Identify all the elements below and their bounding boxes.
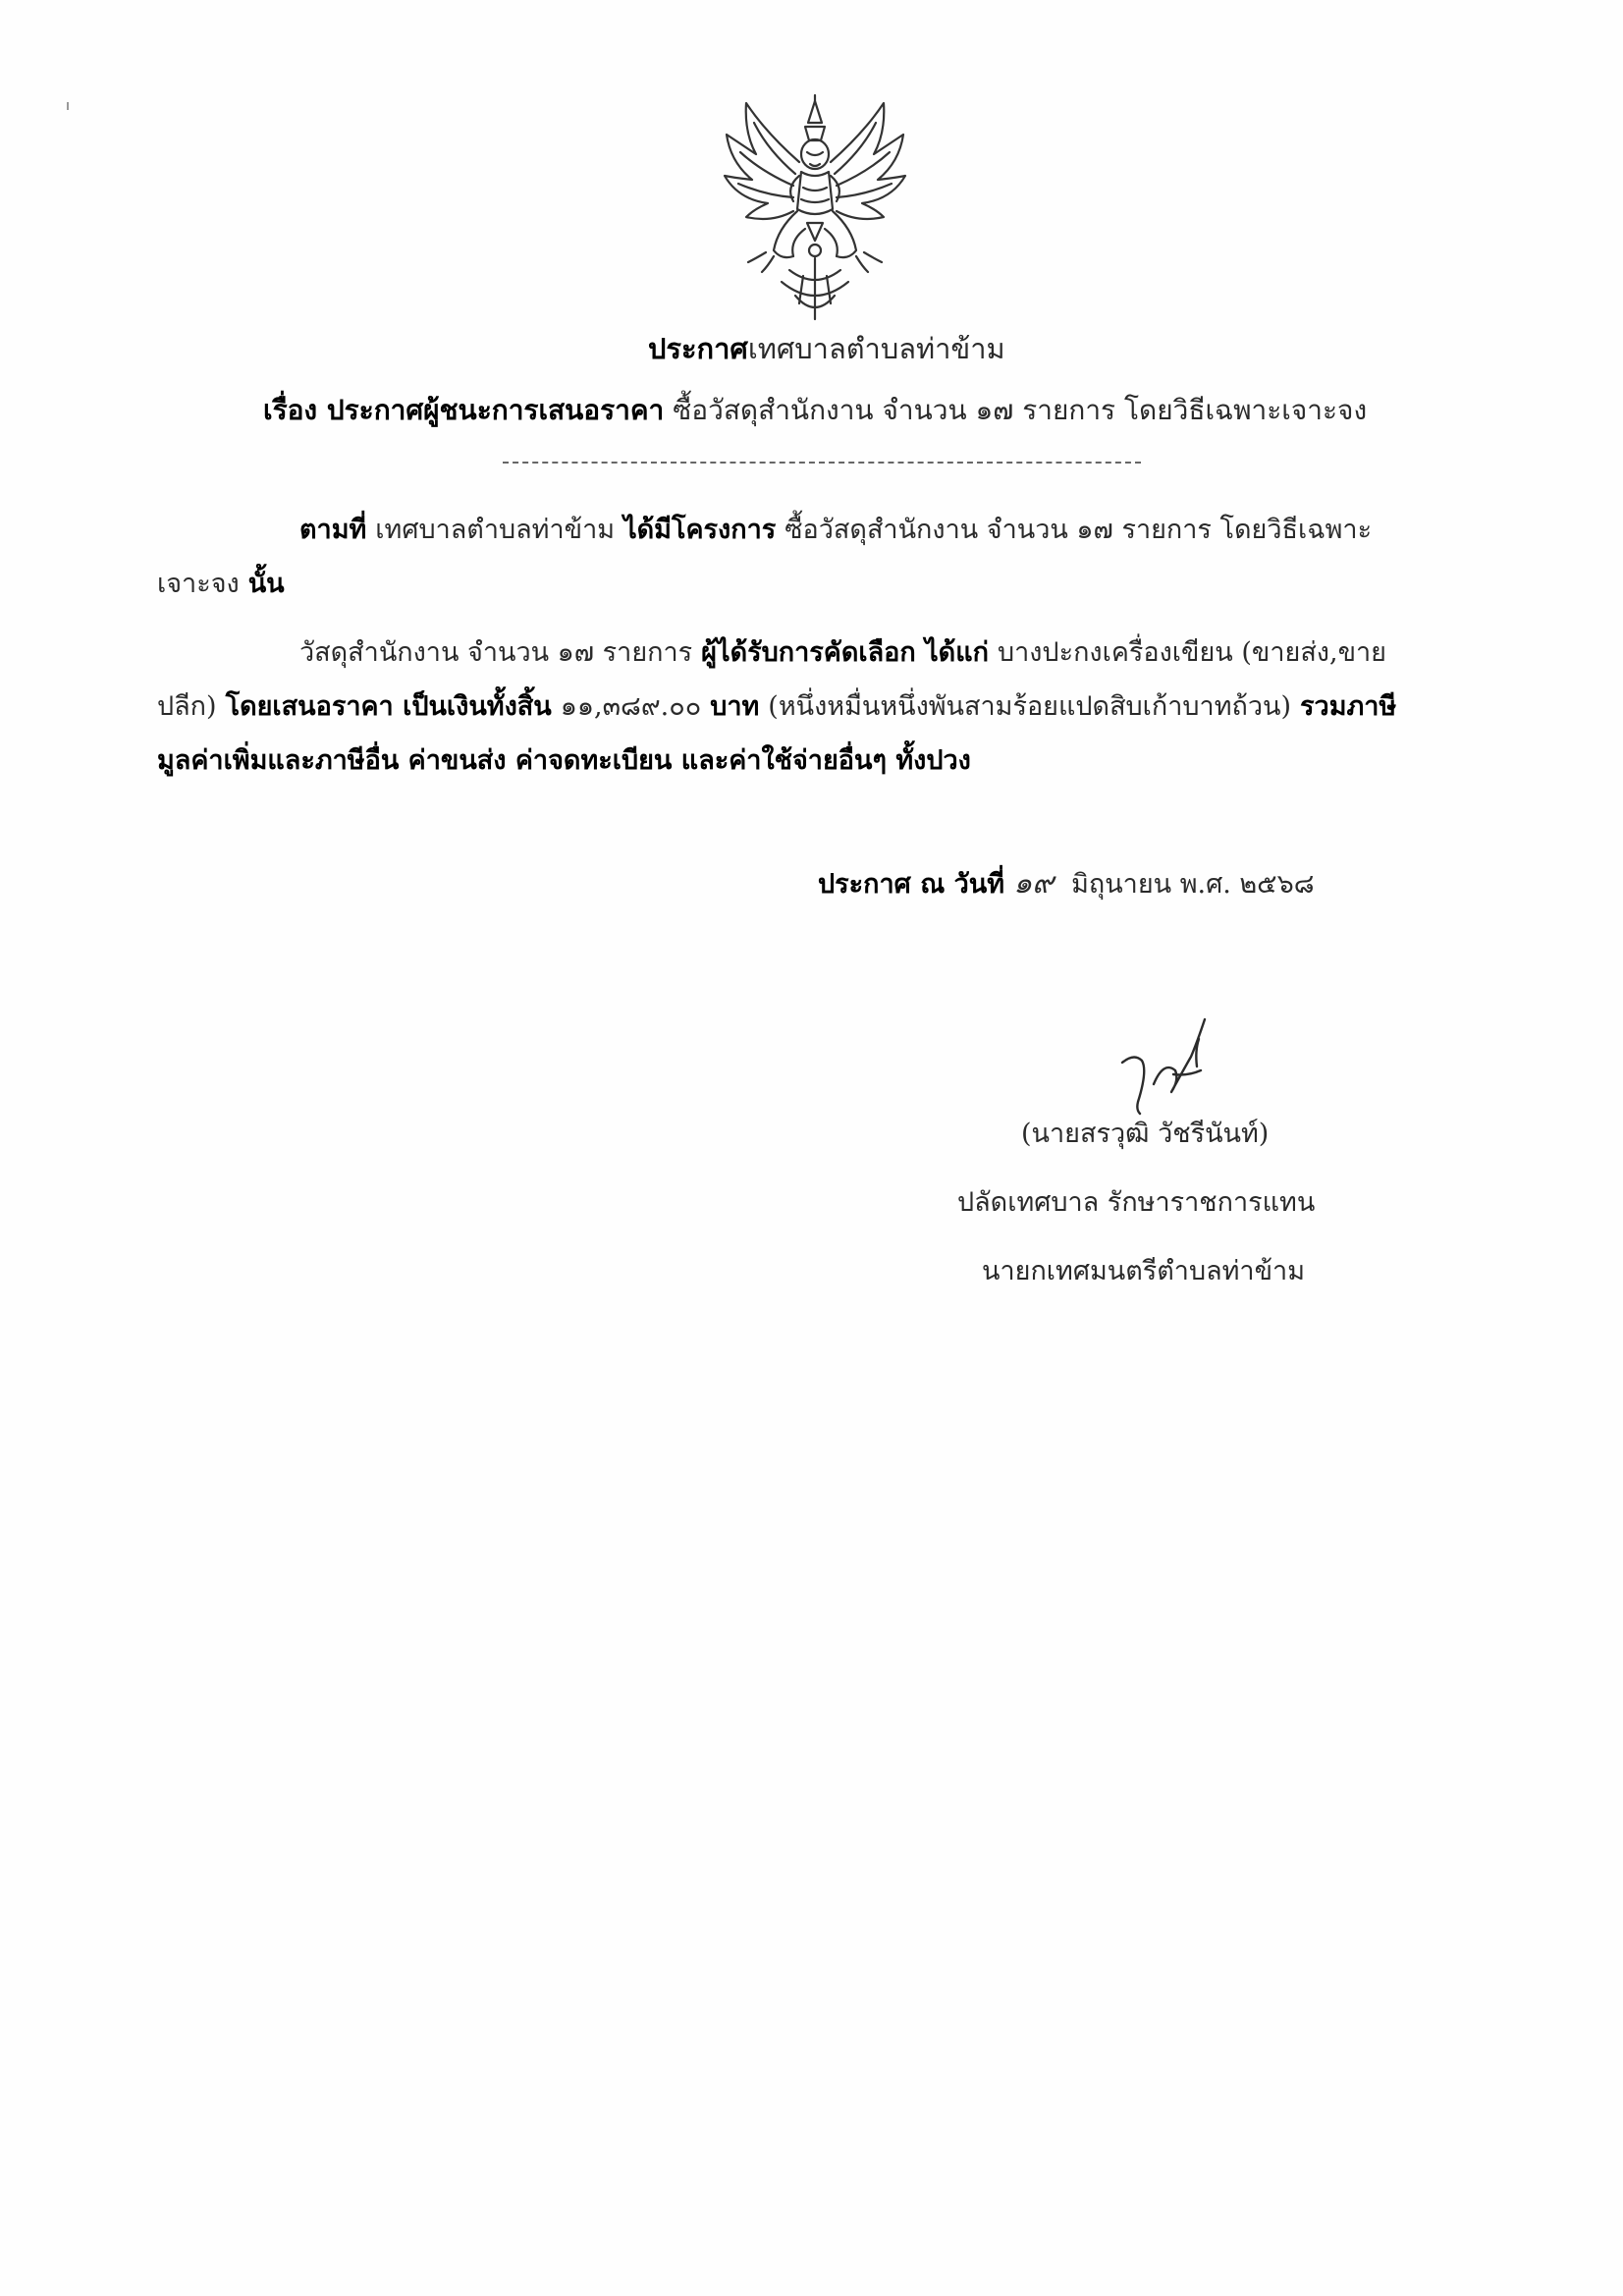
p2-label-offer: โดยเสนอราคา เป็นเงินทั้งสิ้น <box>225 691 552 722</box>
paragraph-2-line-1 <box>299 633 1386 673</box>
announcement-date <box>818 864 1315 904</box>
p2-label-selected: ผู้ได้รับการคัดเลือก ได้แก่ <box>701 637 989 668</box>
p1-that: นั้น <box>247 569 285 599</box>
p2-including-tax: รวมภาษี <box>1300 691 1397 722</box>
scan-speck <box>67 102 69 110</box>
garuda-emblem <box>717 93 913 324</box>
p1-label-project: ได้มีโครงการ <box>623 515 777 545</box>
p1-project-cont: เจาะจง <box>157 569 240 599</box>
signer-name-text: (นายสรวุฒิ วัชรีนันท์) <box>1021 1119 1270 1149</box>
signer-position-text: ปลัดเทศบาล รักษาราชการแทน <box>957 1187 1316 1218</box>
p2-baht: บาท <box>710 691 760 722</box>
p1-label-according: ตามที่ <box>299 515 367 545</box>
date-prefix: ประกาศ ณ วันที่ <box>818 869 1005 900</box>
p2-item: วัสดุสำนักงาน จำนวน ๑๗ รายการ <box>299 637 693 668</box>
p1-project: ซื้อวัสดุสำนักงาน จำนวน ๑๗ รายการ โดยวิธีเฉพาะ <box>784 515 1373 545</box>
paragraph-1-line-2 <box>157 565 285 604</box>
signer-position <box>957 1183 1315 1223</box>
date-day: ๑๙ <box>1013 866 1055 901</box>
p2-amount: ๑๑,๓๘๙.๐๐ <box>560 691 702 722</box>
p2-vendor: บางปะกงเครื่องเขียน (ขายส่ง,ขาย <box>997 637 1387 668</box>
handwritten-signature <box>1114 1011 1222 1120</box>
signer-title <box>982 1252 1305 1291</box>
signer-title-text: นายกเทศมนตรีตำบลท่าข้าม <box>982 1256 1305 1286</box>
title-rest: เทศบาลตำบลท่าข้าม <box>747 332 1005 365</box>
header-subject <box>263 391 1367 430</box>
paragraph-2-line-2 <box>157 687 1396 727</box>
paragraph-2-line-3 <box>157 741 971 781</box>
paragraph-1-line-1 <box>299 511 1372 550</box>
signer-name <box>1021 1115 1269 1154</box>
subject-text: ซื้อวัสดุสำนักงาน จำนวน ๑๗ รายการ โดยวิธีเฉพาะเจาะจง <box>673 394 1368 426</box>
date-month-year: มิถุนายน พ.ศ. ๒๕๖๘ <box>1071 869 1315 900</box>
p2-tax-terms: มูลค่าเพิ่มและภาษีอื่น ค่าขนส่ง ค่าจดทะเบียน และค่าใช้จ่ายอื่นๆ ทั้งปวง <box>157 745 971 776</box>
header-title <box>648 329 1005 368</box>
p1-agency: เทศบาลตำบลท่าข้าม <box>375 515 616 545</box>
subject-label: เรื่อง ประกาศผู้ชนะการเสนอราคา <box>263 394 665 426</box>
p2-vendor-cont: ปลีก) <box>157 691 217 722</box>
header-divider <box>503 462 1141 464</box>
title-bold: ประกาศ <box>648 332 748 365</box>
p2-amount-words: (หนึ่งหมื่นหนึ่งพันสามร้อยแปดสิบเก้าบาทถ้วน) <box>768 691 1292 722</box>
